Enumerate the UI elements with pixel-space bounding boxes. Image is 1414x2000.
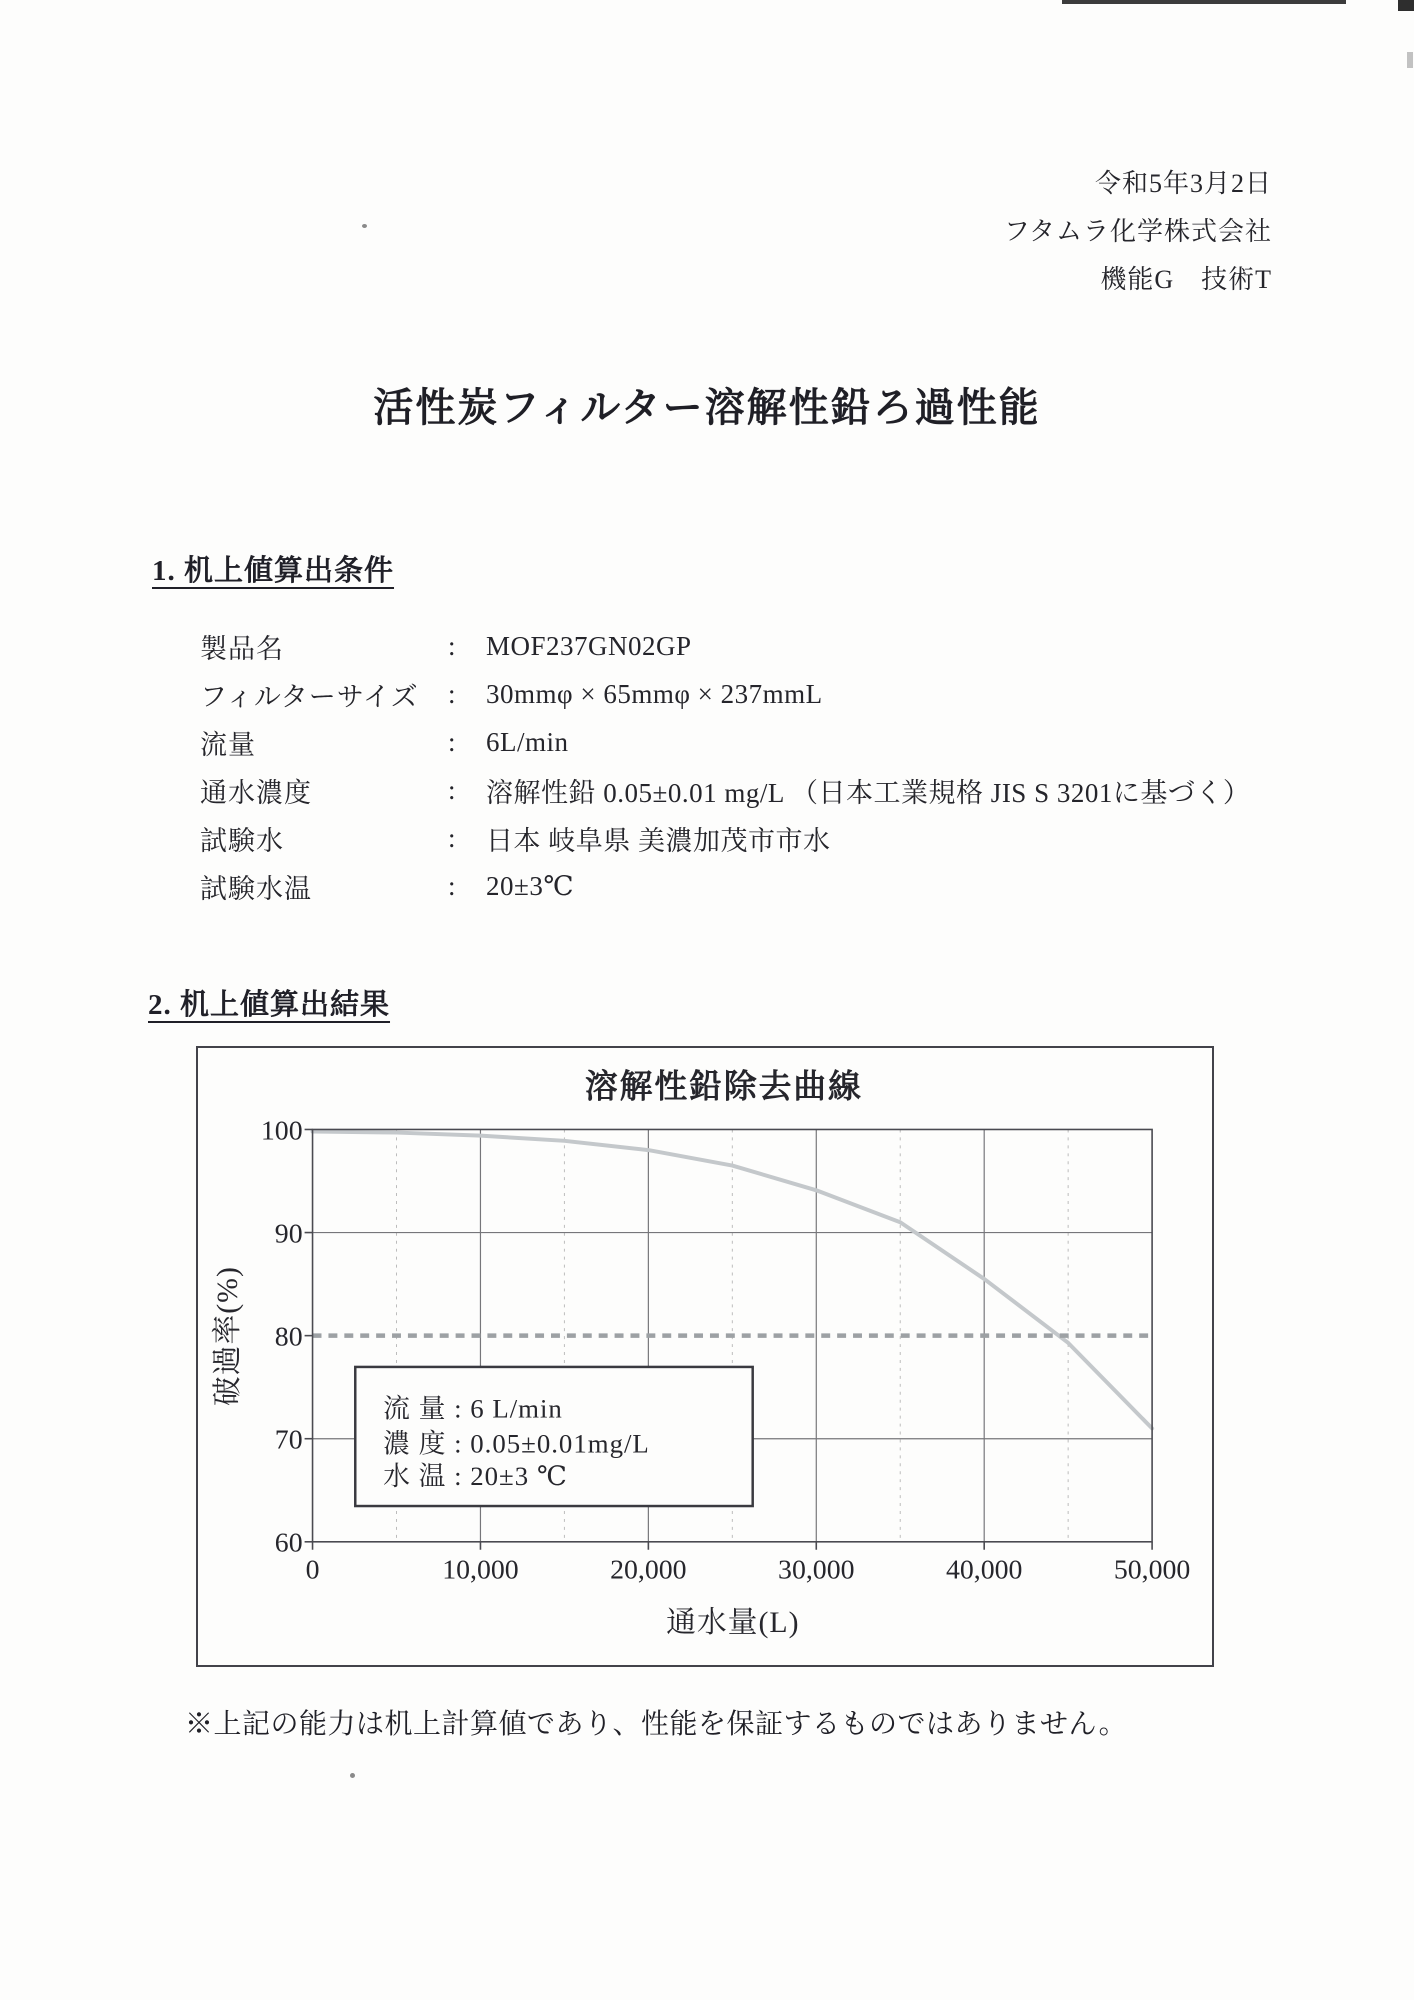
x-tick-label: 30,000	[778, 1554, 855, 1586]
annotation-line-flow: 流 量 : 6 L/min	[383, 1393, 563, 1424]
company-name: フタムラ化学株式会社	[1003, 217, 1272, 246]
condition-value: 日本 岐阜県 美濃加茂市市水	[486, 825, 831, 856]
condition-colon: :	[448, 774, 456, 805]
conditions-table	[200, 622, 1300, 910]
scan-artifact-top-bar	[1062, 0, 1346, 4]
condition-label: 通水濃度	[200, 777, 312, 808]
x-tick-label: 50,000	[1113, 1554, 1191, 1586]
x-tick-label: 20,000	[610, 1554, 687, 1586]
y-tick-label: 80	[274, 1321, 303, 1353]
condition-colon: :	[448, 678, 456, 709]
page-title: 活性炭フィルター溶解性鉛ろ過性能	[373, 385, 1041, 430]
scan-speck	[350, 1773, 355, 1778]
condition-colon: :	[448, 822, 456, 853]
x-axis-label: 通水量(L)	[666, 1606, 800, 1640]
department-name: 機能G 技術T	[1100, 265, 1272, 294]
condition-row-water-temp	[200, 862, 1300, 910]
x-tick-label: 10,000	[442, 1554, 519, 1586]
condition-colon: :	[448, 726, 456, 757]
condition-value: 溶解性鉛 0.05±0.01 mg/L （日本工業規格 JIS S 3201に基づく）	[486, 777, 1251, 808]
report-date: 令和5年3月2日	[1094, 169, 1272, 198]
condition-row-test-water	[200, 814, 1300, 862]
condition-label: フィルターサイズ	[200, 681, 419, 712]
y-tick-label: 100	[260, 1115, 303, 1147]
document-header	[1004, 160, 1272, 304]
condition-label: 試験水温	[200, 873, 312, 904]
y-tick-label: 60	[274, 1527, 303, 1559]
annotation-line-temperature: 水 温 : 20±3 ℃	[383, 1461, 568, 1492]
annotation-line-concentration: 濃 度 : 0.05±0.01mg/L	[383, 1428, 650, 1459]
y-axis-label: 破過率(%)	[211, 1266, 245, 1407]
condition-row-flow-rate	[200, 718, 1300, 766]
condition-value: 6L/min	[486, 726, 569, 757]
y-tick-label: 90	[274, 1218, 303, 1250]
condition-colon: :	[448, 630, 456, 661]
section1-heading: 1. 机上値算出条件	[152, 555, 395, 587]
condition-label: 製品名	[200, 633, 284, 664]
x-tick-label: 0	[305, 1554, 320, 1586]
condition-colon: :	[448, 870, 456, 901]
lead-removal-curve-svg	[198, 1048, 1212, 1665]
condition-row-concentration	[200, 766, 1300, 814]
condition-value: 20±3℃	[486, 870, 575, 901]
disclaimer-footnote: ※上記の能力は机上計算値であり、性能を保証するものではありません。	[185, 1709, 1128, 1740]
x-tick-label: 40,000	[945, 1554, 1023, 1586]
condition-row-filter-size	[200, 670, 1300, 718]
scan-speck	[362, 224, 367, 228]
condition-value: 30mmφ × 65mmφ × 237mmL	[486, 678, 823, 709]
condition-value: MOF237GN02GP	[486, 630, 692, 661]
y-tick-label: 70	[274, 1424, 303, 1456]
section2-heading: 2. 机上値算出結果	[148, 989, 391, 1021]
lead-removal-chart	[196, 1046, 1214, 1667]
condition-row-product	[200, 622, 1300, 670]
scan-artifact-corner-mark	[1398, 0, 1414, 11]
condition-label: 試験水	[200, 825, 284, 856]
chart-title: 溶解性鉛除去曲線	[584, 1069, 863, 1106]
tick-labels	[261, 1115, 1190, 1585]
condition-label: 流量	[200, 729, 256, 760]
scan-artifact-edge-tick	[1407, 52, 1413, 68]
